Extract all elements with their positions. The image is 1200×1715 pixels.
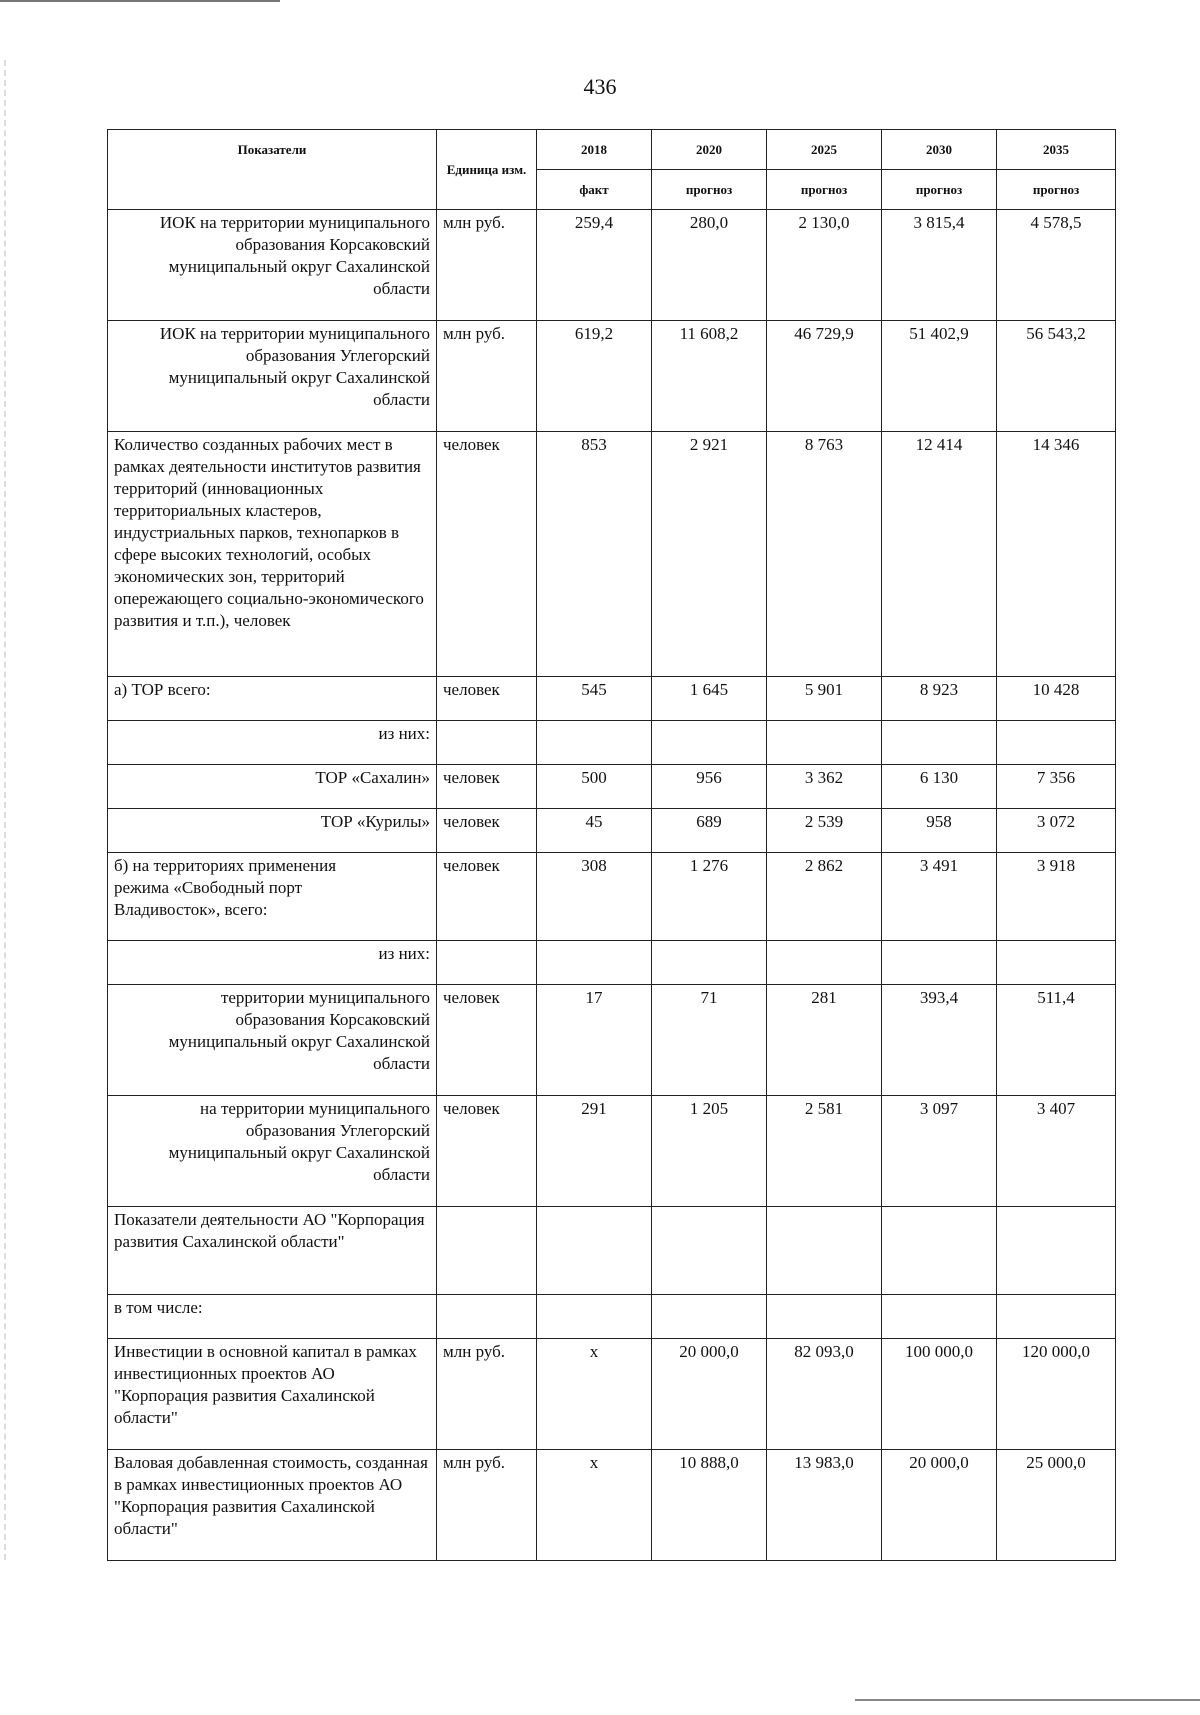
row-value: 8 763 xyxy=(767,432,882,677)
row-value: 308 xyxy=(537,853,652,941)
table-row xyxy=(108,432,1116,677)
row-value: 46 729,9 xyxy=(767,321,882,432)
row-value: 25 000,0 xyxy=(997,1450,1116,1561)
row-value: 56 543,2 xyxy=(997,321,1116,432)
row-value xyxy=(997,1295,1116,1339)
row-value: 1 645 xyxy=(652,677,767,721)
table-row xyxy=(108,721,1116,765)
row-value: 20 000,0 xyxy=(652,1339,767,1450)
table-row xyxy=(108,677,1116,721)
row-label: из них: xyxy=(108,721,437,765)
row-value: 2 581 xyxy=(767,1096,882,1207)
row-label: территории муниципального образования Корсаковский муниципальный округ Сахалинской области xyxy=(108,985,437,1096)
row-label: Инвестиции в основной капитал в рамках инвестиционных проектов АО "Корпорация развития Сахалинской области" xyxy=(108,1339,437,1450)
row-value: 3 362 xyxy=(767,765,882,809)
row-value: 2 130,0 xyxy=(767,210,882,321)
row-value: 689 xyxy=(652,809,767,853)
row-value: 3 491 xyxy=(882,853,997,941)
row-value: 51 402,9 xyxy=(882,321,997,432)
scan-bottom-edge xyxy=(855,1699,1200,1701)
row-label: ТОР «Сахалин» xyxy=(108,765,437,809)
row-unit: млн руб. xyxy=(437,321,537,432)
row-value: 13 983,0 xyxy=(767,1450,882,1561)
header-year: 2018 xyxy=(537,130,652,170)
row-label: в том числе: xyxy=(108,1295,437,1339)
row-label: ИОК на территории муниципального образования Корсаковский муниципальный округ Сахалинской области xyxy=(108,210,437,321)
row-unit: млн руб. xyxy=(437,1339,537,1450)
table-row xyxy=(108,765,1116,809)
row-value xyxy=(537,1295,652,1339)
row-value xyxy=(767,1207,882,1295)
header-kind: прогноз xyxy=(652,170,767,210)
header-kind: факт xyxy=(537,170,652,210)
header-year: 2030 xyxy=(882,130,997,170)
row-label: ТОР «Курилы» xyxy=(108,809,437,853)
row-unit: человек xyxy=(437,853,537,941)
table-row xyxy=(108,985,1116,1096)
row-value: 3 072 xyxy=(997,809,1116,853)
row-value: 2 539 xyxy=(767,809,882,853)
row-unit xyxy=(437,1207,537,1295)
scan-top-edge xyxy=(0,0,280,2)
table-row xyxy=(108,1450,1116,1561)
row-value: 3 097 xyxy=(882,1096,997,1207)
row-value: 10 428 xyxy=(997,677,1116,721)
row-value: 120 000,0 xyxy=(997,1339,1116,1450)
table-row xyxy=(108,1207,1116,1295)
row-value: 2 862 xyxy=(767,853,882,941)
scan-left-edge xyxy=(4,60,7,1560)
row-value xyxy=(882,941,997,985)
row-value: 5 901 xyxy=(767,677,882,721)
row-value xyxy=(767,1295,882,1339)
header-unit: Единица изм. xyxy=(437,130,537,210)
table-row xyxy=(108,1339,1116,1450)
row-value: 281 xyxy=(767,985,882,1096)
row-value: 45 xyxy=(537,809,652,853)
header-indicator: Показатели xyxy=(108,130,437,210)
header-kind: прогноз xyxy=(767,170,882,210)
row-unit: млн руб. xyxy=(437,1450,537,1561)
table-row xyxy=(108,210,1116,321)
row-value: 7 356 xyxy=(997,765,1116,809)
row-unit xyxy=(437,1295,537,1339)
row-value xyxy=(652,941,767,985)
table-row xyxy=(108,941,1116,985)
header-year: 2035 xyxy=(997,130,1116,170)
row-value: 956 xyxy=(652,765,767,809)
header-kind: прогноз xyxy=(997,170,1116,210)
row-value: 1 205 xyxy=(652,1096,767,1207)
row-label: из них: xyxy=(108,941,437,985)
row-value: 3 815,4 xyxy=(882,210,997,321)
row-value: 958 xyxy=(882,809,997,853)
row-value: 393,4 xyxy=(882,985,997,1096)
row-value: 545 xyxy=(537,677,652,721)
row-value: 6 130 xyxy=(882,765,997,809)
row-unit: млн руб. xyxy=(437,210,537,321)
row-label: Количество созданных рабочих мест в рамках деятельности институтов развития территорий (инновационных территориальных кластеров, индустриальных парков, технопарков в сфере высоких технологий, особых экономических зон, территорий опережающего социально-экономического развития и т.п.), человек xyxy=(108,432,437,677)
page-number: 436 xyxy=(583,74,617,99)
row-value: 4 578,5 xyxy=(997,210,1116,321)
row-value: 8 923 xyxy=(882,677,997,721)
row-value: 3 918 xyxy=(997,853,1116,941)
row-value: 71 xyxy=(652,985,767,1096)
row-value xyxy=(997,941,1116,985)
row-value xyxy=(652,1207,767,1295)
row-unit: человек xyxy=(437,432,537,677)
row-value: х xyxy=(537,1339,652,1450)
table-row xyxy=(108,853,1116,941)
row-value: 1 276 xyxy=(652,853,767,941)
row-unit xyxy=(437,721,537,765)
row-value: 511,4 xyxy=(997,985,1116,1096)
row-unit xyxy=(437,941,537,985)
row-value: 500 xyxy=(537,765,652,809)
row-value xyxy=(537,1207,652,1295)
row-unit: человек xyxy=(437,985,537,1096)
row-value: 280,0 xyxy=(652,210,767,321)
row-unit: человек xyxy=(437,809,537,853)
row-value: 17 xyxy=(537,985,652,1096)
row-label: Валовая добавленная стоимость, созданная в рамках инвестиционных проектов АО "Корпорация развития Сахалинской области" xyxy=(108,1450,437,1561)
row-value: 619,2 xyxy=(537,321,652,432)
row-value: 12 414 xyxy=(882,432,997,677)
header-year: 2025 xyxy=(767,130,882,170)
header-kind: прогноз xyxy=(882,170,997,210)
table-row xyxy=(108,1096,1116,1207)
row-label: б) на территориях применения режима «Свободный порт Владивосток», всего: xyxy=(108,853,437,941)
row-unit: человек xyxy=(437,677,537,721)
row-unit: человек xyxy=(437,765,537,809)
row-value: 82 093,0 xyxy=(767,1339,882,1450)
table-row xyxy=(108,809,1116,853)
row-value: 11 608,2 xyxy=(652,321,767,432)
row-value: 3 407 xyxy=(997,1096,1116,1207)
row-label: на территории муниципального образования Углегорский муниципальный округ Сахалинской области xyxy=(108,1096,437,1207)
table-row xyxy=(108,1295,1116,1339)
row-unit: человек xyxy=(437,1096,537,1207)
row-value: 291 xyxy=(537,1096,652,1207)
row-value xyxy=(882,721,997,765)
row-label: ИОК на территории муниципального образования Углегорский муниципальный округ Сахалинской области xyxy=(108,321,437,432)
indicators-table xyxy=(107,129,1116,1561)
row-value: 20 000,0 xyxy=(882,1450,997,1561)
row-label: а) ТОР всего: xyxy=(108,677,437,721)
table-row xyxy=(108,321,1116,432)
row-value xyxy=(997,721,1116,765)
row-value: 259,4 xyxy=(537,210,652,321)
row-value xyxy=(537,721,652,765)
row-value xyxy=(767,721,882,765)
row-value: 853 xyxy=(537,432,652,677)
header-row-years xyxy=(108,130,1116,170)
row-value: 2 921 xyxy=(652,432,767,677)
row-value: 100 000,0 xyxy=(882,1339,997,1450)
row-value: х xyxy=(537,1450,652,1561)
row-value xyxy=(882,1295,997,1339)
row-value xyxy=(997,1207,1116,1295)
row-value xyxy=(882,1207,997,1295)
row-value xyxy=(652,721,767,765)
row-value: 10 888,0 xyxy=(652,1450,767,1561)
header-year: 2020 xyxy=(652,130,767,170)
row-label: Показатели деятельности АО "Корпорация развития Сахалинской области" xyxy=(108,1207,437,1295)
row-value xyxy=(767,941,882,985)
row-value xyxy=(652,1295,767,1339)
row-value: 14 346 xyxy=(997,432,1116,677)
row-value xyxy=(537,941,652,985)
